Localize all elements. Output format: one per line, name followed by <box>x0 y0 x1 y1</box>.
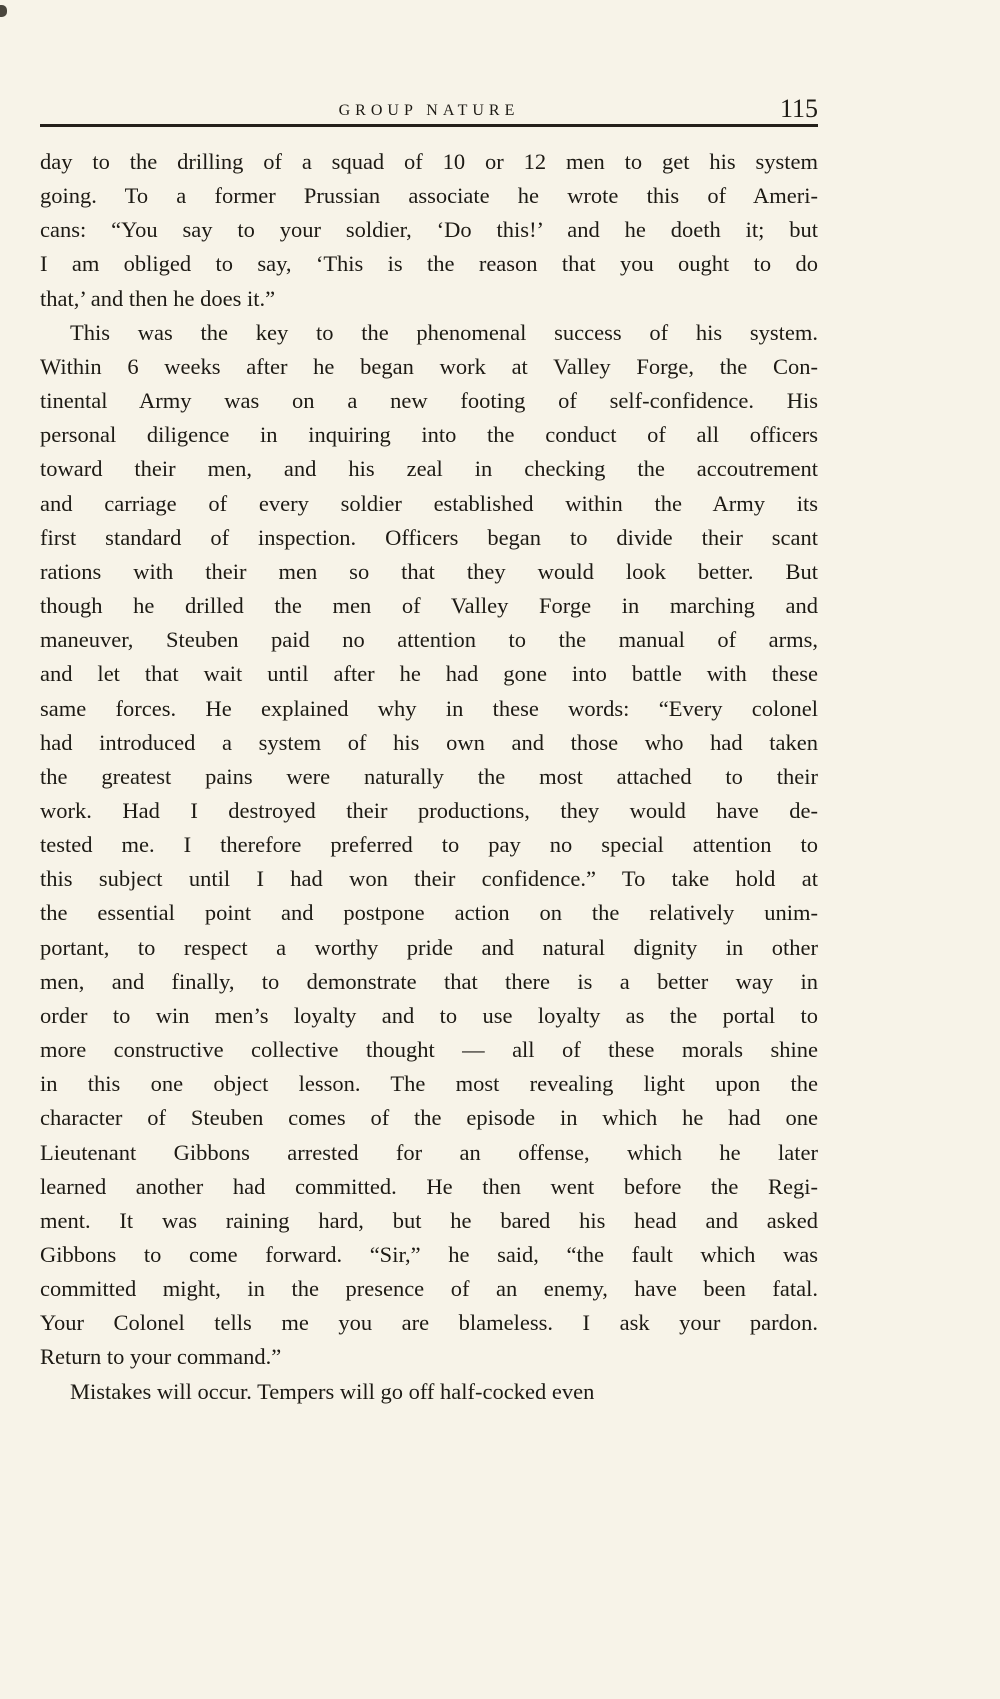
paragraph <box>40 316 818 1375</box>
text-line: though he drilled the men of Valley Forge in marching and <box>40 593 818 619</box>
paragraph <box>40 145 818 316</box>
text-line: order to win men’s loyalty and to use loyalty as the portal to <box>40 1002 818 1028</box>
scan-artifact <box>0 5 7 17</box>
text-line: in this one object lesson. The most revealing light upon the <box>40 1071 818 1097</box>
page-header <box>40 92 818 122</box>
paragraph <box>40 1375 818 1409</box>
text-line: Mistakes will occur. Tempers will go off half-cocked even <box>70 1378 595 1404</box>
text-line: toward their men, and his zeal in checking the accoutrement <box>40 456 818 482</box>
text-line: tested me. I therefore preferred to pay no special attention to <box>40 832 818 858</box>
text-line: personal diligence in inquiring into the conduct of all officers <box>40 422 818 448</box>
text-line: that,’ and then he does it.” <box>40 285 276 311</box>
text-line: the essential point and postpone action on the relatively unim- <box>40 900 818 926</box>
text-line: ment. It was raining hard, but he bared his head and asked <box>40 1207 818 1233</box>
text-line: This was the key to the phenomenal success of his system. <box>70 319 818 345</box>
text-line: this subject until I had won their confidence.” To take hold at <box>40 866 818 892</box>
text-line: and let that wait until after he had gone into battle with these <box>40 661 818 687</box>
text-line: the greatest pains were naturally the most attached to their <box>40 763 818 789</box>
text-line: cans: “You say to your soldier, ‘Do this!’ and he doeth it; but <box>40 217 818 243</box>
text-line: maneuver, Steuben paid no attention to the manual of arms, <box>40 627 818 653</box>
text-line: Lieutenant Gibbons arrested for an offense, which he later <box>40 1139 818 1165</box>
text-line: more constructive collective thought — all of these morals shine <box>40 1037 818 1063</box>
text-line: work. Had I destroyed their productions, they would have de- <box>40 797 818 823</box>
text-line: same forces. He explained why in these words: “Every colonel <box>40 695 818 721</box>
text-line: men, and finally, to demonstrate that there is a better way in <box>40 968 818 994</box>
text-line: Gibbons to come forward. “Sir,” he said, “the fault which was <box>40 1242 818 1267</box>
text-line: had introduced a system of his own and those who had taken <box>40 729 818 755</box>
text-line: character of Steuben comes of the episode in which he had one <box>40 1105 818 1131</box>
page-body <box>40 145 818 1409</box>
text-line: Your Colonel tells me you are blameless. I ask your pardon. <box>40 1310 818 1336</box>
text-line: I am obliged to say, ‘This is the reason that you ought to do <box>40 251 818 277</box>
header-rule <box>40 124 818 127</box>
text-line: Return to your command.” <box>40 1344 282 1370</box>
page-number: 115 <box>779 94 818 123</box>
text-line: learned another had committed. He then went before the Regi- <box>40 1173 818 1199</box>
text-line: portant, to respect a worthy pride and natural dignity in other <box>40 934 818 960</box>
text-line: tinental Army was on a new footing of self-confidence. His <box>40 388 818 414</box>
text-line: going. To a former Prussian associate he wrote this of Ameri- <box>40 183 818 209</box>
text-line: and carriage of every soldier established within the Army its <box>40 490 818 516</box>
text-line: committed might, in the presence of an enemy, have been fatal. <box>40 1276 818 1302</box>
text-line: rations with their men so that they would look better. But <box>40 558 818 584</box>
text-line: Within 6 weeks after he began work at Valley Forge, the Con- <box>40 353 818 379</box>
text-line: day to the drilling of a squad of 10 or 12 men to get his system <box>40 149 818 174</box>
running-title: GROUP NATURE <box>338 102 520 119</box>
text-line: first standard of inspection. Officers began to divide their scant <box>40 524 818 550</box>
